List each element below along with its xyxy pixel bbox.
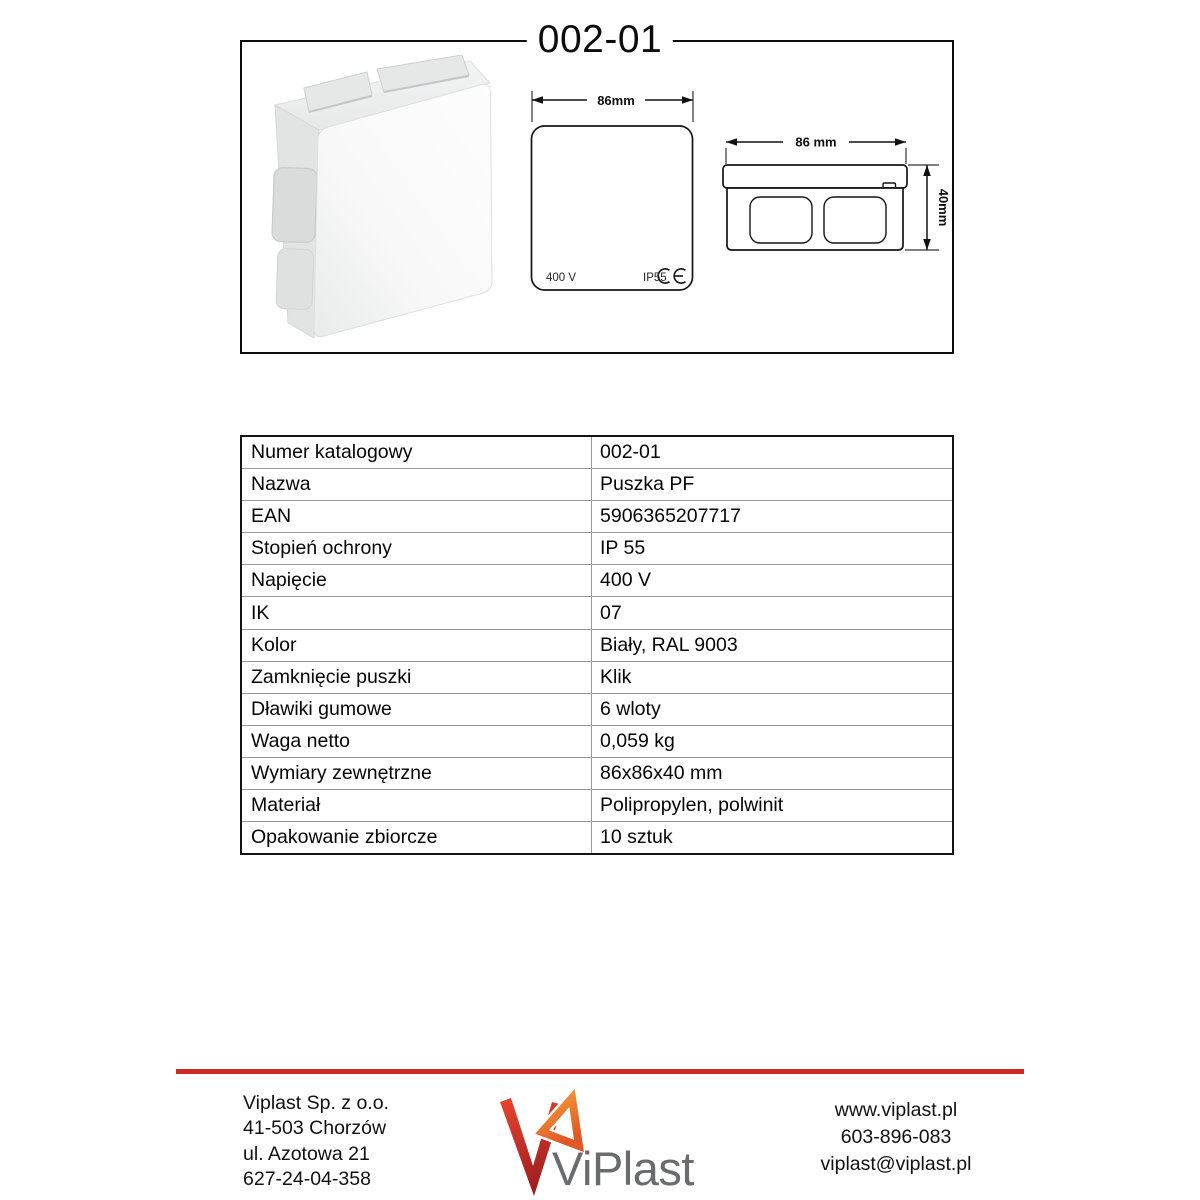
footer-accent-rule (176, 1069, 1024, 1074)
table-row (241, 661, 953, 693)
spec-label: EAN (241, 501, 592, 533)
voltage-marking: 400 V (546, 272, 577, 284)
spec-value: IP 55 (592, 533, 954, 565)
side-width-dimension: 86 mm (795, 134, 837, 150)
spec-value: 10 sztuk (592, 822, 954, 855)
spec-value: Biały, RAL 9003 (592, 629, 954, 661)
arrow-right-icon (682, 96, 693, 104)
page-title: 002-01 (527, 18, 673, 61)
table-row (241, 597, 953, 629)
company-name: Viplast Sp. z o.o. (243, 1092, 389, 1114)
spec-label: Nazwa (241, 469, 592, 501)
spec-label: Napięcie (241, 565, 592, 597)
ip-marking: IP55 (643, 272, 667, 284)
table-row (241, 725, 953, 757)
arrow-up-icon (923, 165, 931, 176)
arrow-left-icon (726, 138, 737, 146)
arrow-right-icon (895, 138, 906, 146)
table-row (241, 501, 953, 533)
spec-label: Wymiary zewnętrzne (241, 757, 592, 789)
front-view-drawing (525, 85, 703, 297)
product-image-panel (240, 40, 954, 354)
company-city: 41-503 Chorzów (243, 1117, 387, 1140)
spec-label: IK (241, 597, 592, 629)
spec-label: Waga netto (241, 725, 592, 757)
spec-value: 002-01 (592, 436, 954, 469)
company-street: ul. Azotowa 21 (243, 1142, 370, 1165)
spec-label: Zamknięcie puszki (241, 661, 592, 693)
company-phone: 627-24-04-358 (243, 1168, 371, 1191)
side-view-drawing (715, 128, 960, 258)
table-row (241, 565, 953, 597)
company-address-block (243, 1091, 389, 1193)
front-width-dimension: 86mm (597, 93, 635, 108)
table-row (241, 757, 953, 789)
table-row (241, 629, 953, 661)
spec-value: Klik (592, 661, 954, 693)
table-row (241, 469, 953, 501)
table-row (241, 790, 953, 822)
table-row (241, 533, 953, 565)
spec-label: Kolor (241, 629, 592, 661)
spec-label: Stopień ochrony (241, 533, 592, 565)
table-row (241, 436, 953, 469)
viplast-logo-text: ViPlast (552, 1142, 694, 1195)
contact-email: viplast@viplast.pl (820, 1153, 972, 1175)
spec-value: Polipropylen, polwinit (592, 790, 954, 822)
spec-value: 6 wloty (592, 693, 954, 725)
spec-value: 400 V (592, 565, 954, 597)
spec-value: 0,059 kg (592, 725, 954, 757)
spec-label: Materiał (241, 790, 592, 822)
contact-website: www.viplast.pl (834, 1099, 958, 1121)
spec-table (240, 435, 954, 855)
contact-block (796, 1097, 996, 1178)
spec-value: 5906365207717 (592, 501, 954, 533)
spec-value: 07 (592, 597, 954, 629)
spec-label: Opakowanie zbiorcze (241, 822, 592, 855)
table-row (241, 822, 953, 855)
side-height-dimension: 40mm (936, 188, 951, 227)
spec-label: Dławiki gumowe (241, 693, 592, 725)
arrow-down-icon (923, 239, 931, 250)
arrow-left-icon (532, 96, 543, 104)
contact-phone: 603-896-083 (840, 1126, 952, 1148)
spec-value: 86x86x40 mm (592, 757, 954, 789)
table-row (241, 693, 953, 725)
spec-value: Puszka PF (592, 469, 954, 501)
spec-label: Numer katalogowy (241, 436, 592, 469)
product-photo (264, 55, 509, 347)
